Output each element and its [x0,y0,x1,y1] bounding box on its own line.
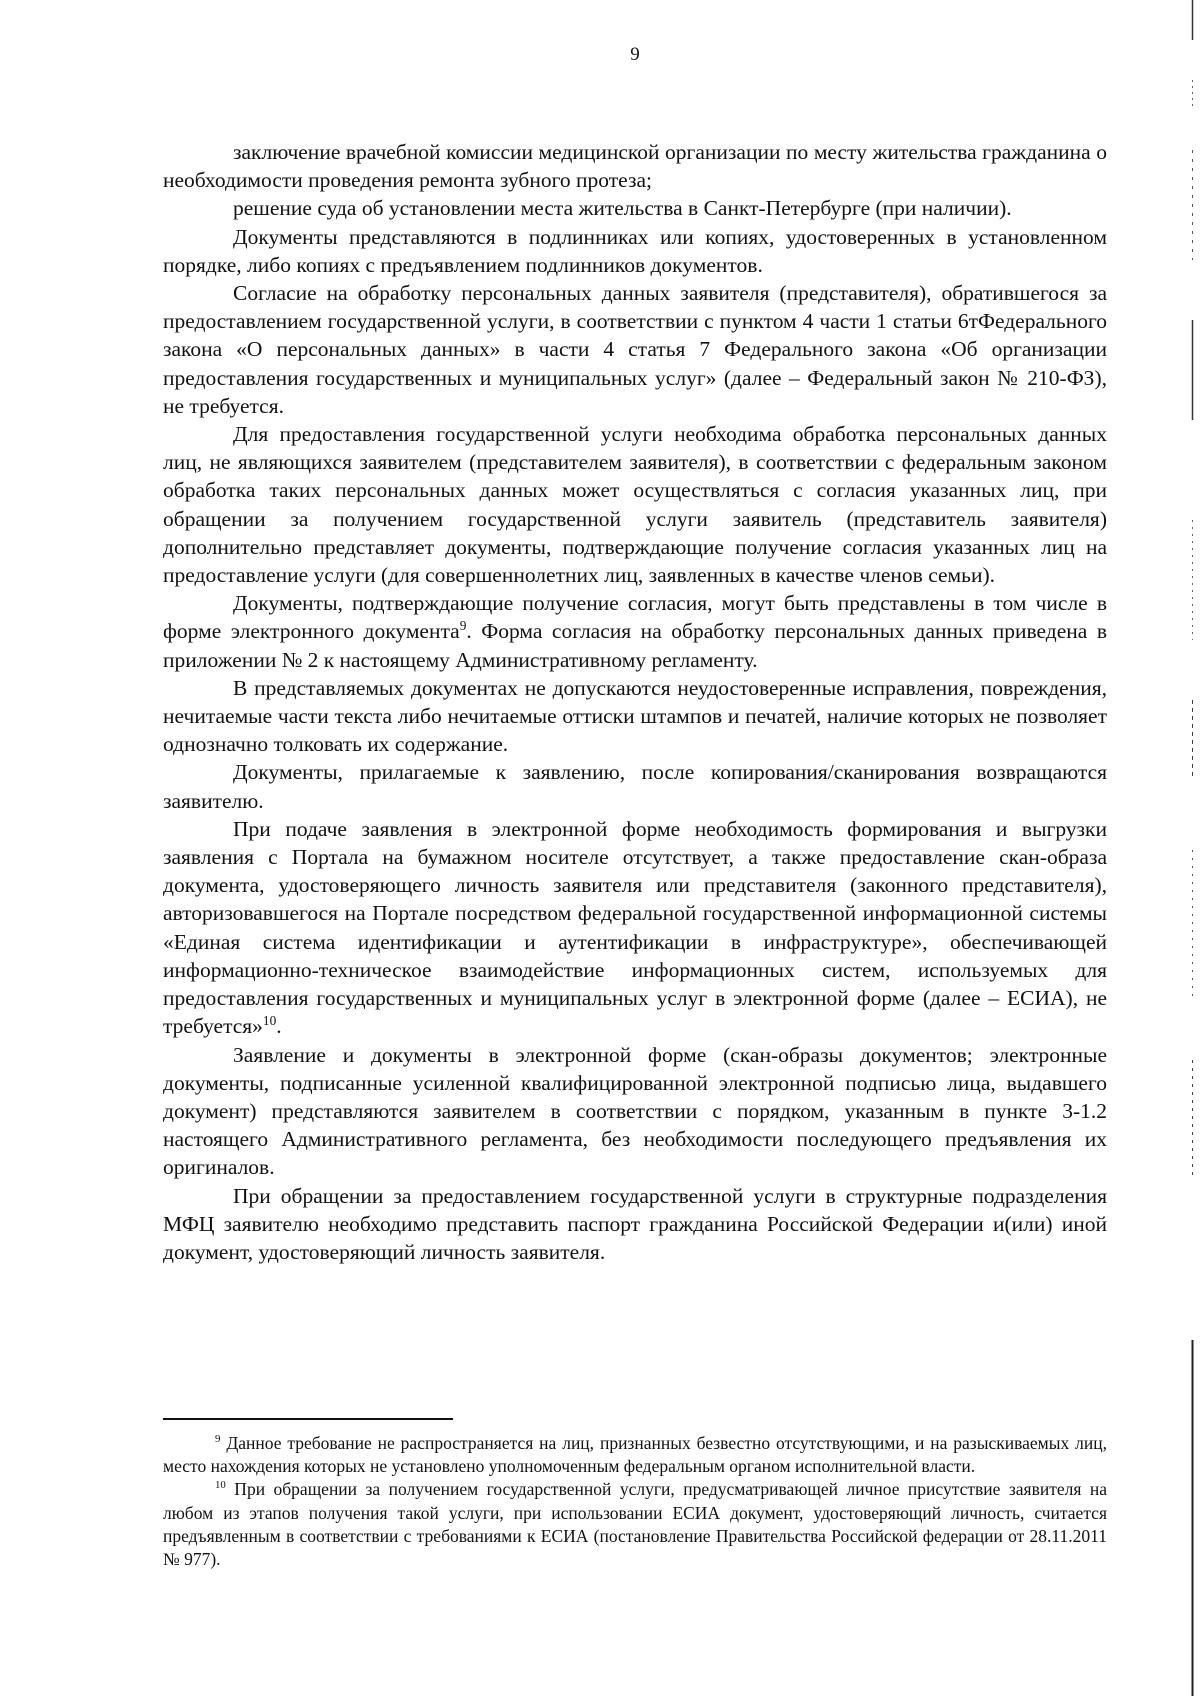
paragraph-6-text-cont: . Форма согласия на обработку персональных данных приведена в приложении № 2 к настоящему Административному регламенту. [163,619,1107,672]
paragraph-1: заключение врачебной комиссии медицинской организации по месту жительства гражданина о необходимости проведения ремонта зубного протеза; [163,140,1107,193]
paragraph-4: Согласие на обработку персональных данных заявителя (представителя), обратившегося за предоставлением государственной услуги, в соответствии с пунктом 4 части 1 статьи 6тФедерального закона «О персональных данных» в части 4 статья 7 Федерального закона «Об организации предоставления государственных и муниципальных услуг» (далее – Федеральный закон № 210-ФЗ), не требуется. [163,281,1107,418]
footnote-ref-9[interactable]: 9 [459,618,467,634]
footnote-9-text: Данное требование не распространяется на лиц, признанных безвестно отсутствующими, и на разыскиваемых лиц, место нахождения которых не установлено уполномоченным федеральным органом исполнительной власти. [163,1433,1107,1477]
paragraph-11: При обращении за предоставлением государственной услуги в структурные подразделения МФЦ заявителю необходимо представить паспорт гражданина Российской Федерации и(или) иной документ, удостоверяющий личность заявителя. [163,1183,1107,1264]
page-number: 9 [630,44,640,65]
paragraph-3: Документы представляются в подлинниках или копиях, удостоверенных в установленном порядке, либо копиях с предъявлением подлинников документов. [163,224,1107,277]
paragraph-5: Для предоставления государственной услуги необходима обработка персональных данных лиц, не являющихся заявителем (представителем заявителя), в соответствии с федеральным законом обработка таких персональных данных может осуществляться с согласия указанных лиц, при обращении за получением государственной услуги заявитель (представитель заявителя) дополнительно представляет документы, подтверждающие получение согласия указанных лиц на предоставление услуги (для совершеннолетних лиц, заявленных в качестве членов семьи). [163,422,1107,588]
footnote-10-text: При обращении за получением государственной услуги, предусматривающей личное присутствие заявителя на любом из этапов получения такой услуги, при использовании ЕСИА документ, удостоверяющий личность, считается предъявленным в соответствии с требованиями к ЕСИА (постановление Правительства Российской федерации от 28.11.2011 № 977). [163,1479,1107,1570]
paragraph-2: решение суда об установлении места жительства в Санкт-Петербурге (при наличии). [233,196,1012,221]
footnote-ref-10[interactable]: 10 [262,1013,277,1029]
footnote-marker-10: 10 [215,1479,226,1492]
paragraph-7: В представляемых документах не допускаются неудостоверенные исправления, повреждения, нечитаемые части текста либо нечитаемые оттиски штампов и печатей, наличие которых не позволяет однозначно толковать их содержание. [163,675,1107,757]
paragraph-8: Документы, прилагаемые к заявлению, после копирования/сканирования возвращаются заявителю. [163,760,1107,813]
paragraph-10: Заявление и документы в электронной форме (скан-образы документов; электронные документы, подписанные усиленной квалифицированной электронной подписью лица, выдавшего документ) представляются заявителем в соответствии с порядком, указанным в пункте 3-1.2 настоящего Административного регламента, без необходимости последующего предъявления их оригиналов. [163,1042,1107,1180]
paragraph-9 [163,815,1107,1041]
document-body [163,138,1107,1266]
footnote-9 [163,1432,1107,1478]
paragraph-6 [163,589,1107,674]
footnotes [163,1432,1107,1571]
footnote-marker-9: 9 [215,1433,221,1446]
footnote-10 [163,1478,1107,1571]
paragraph-9-text-cont: . [276,1014,282,1039]
scan-edge-artifact [1191,0,1194,1696]
paragraph-9-text: При подаче заявления в электронной форме необходимость формирования и выгрузки заявления с Портала на бумажном носителе отсутствует, а также предоставление скан-образа документа, удостоверяющего личность заявителя или представителя (законного представителя), авторизовавшегося на Портале посредством федеральной государственной информационной системы «Единая система идентификации и аутентификации в инфраструктуре», обеспечивающей информационно-техническое взаимодействие информационных систем, используемых для предоставления государственных и муниципальных услуг в электронной форме (далее – ЕСИА), не требуется» [163,816,1107,1039]
footnote-separator [163,1418,453,1420]
paragraph-6-text: Документы, подтверждающие получение согласия, могут быть представлены в том числе в форме электронного документа [163,591,1107,644]
